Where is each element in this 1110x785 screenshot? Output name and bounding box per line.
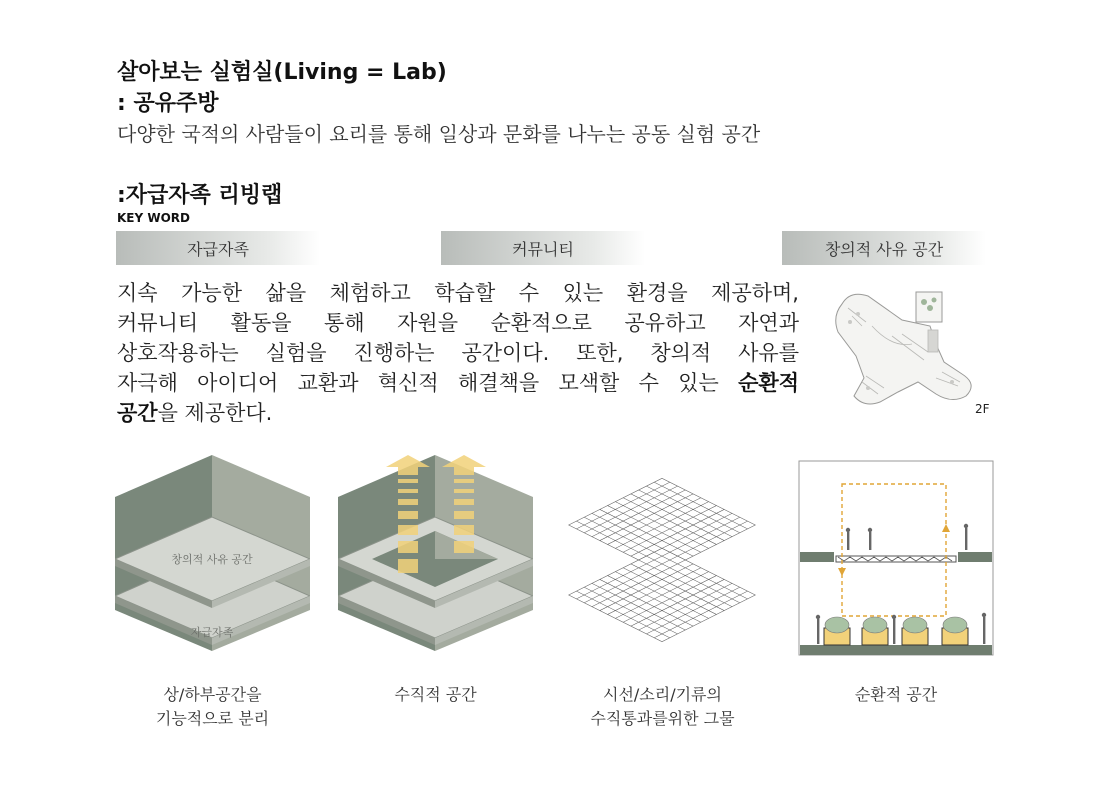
diagram-circulation-section — [798, 460, 994, 656]
body-text: 을 제공한다. — [157, 401, 273, 425]
page-subtitle: : 공유주방 — [117, 91, 219, 116]
section-title: :자급자족 리빙랩 — [117, 183, 283, 208]
page-description: 다양한 국적의 사람들이 요리를 통해 일상과 문화를 나누는 공동 실험 공간 — [117, 122, 761, 146]
body-emphasis: 순환적 — [738, 371, 799, 395]
caption-line: 상/하부공간을 — [163, 685, 262, 704]
caption-line: 순환적 공간 — [854, 685, 938, 704]
keyword-tag: 커뮤니티 — [441, 231, 645, 265]
body-line: 상호작용하는 실험을 진행하는 공간이다. 또한, 창의적 사유를 — [117, 341, 799, 365]
caption-line: 기능적으로 분리 — [155, 709, 270, 728]
lower-space-label: 자급자족 — [190, 626, 234, 639]
diagram-vertical-space — [338, 455, 533, 670]
body-line: 지속 가능한 삶을 체험하고 학습할 수 있는 환경을 제공하며, — [117, 281, 799, 305]
keyword-tag: 자급자족 — [116, 231, 320, 265]
diagram-caption — [338, 683, 533, 707]
caption-line: 수직적 공간 — [394, 685, 477, 704]
floor-plan-drawing — [832, 286, 982, 416]
body-line — [117, 398, 799, 428]
floor-label: 2F — [975, 402, 990, 416]
body-emphasis: 공간 — [117, 401, 158, 425]
diagram-caption — [565, 683, 760, 731]
body-line: 커뮤니티 활동을 통해 자원을 순환적으로 공유하고 자연과 — [117, 311, 799, 335]
upper-space-label: 창의적 사유 공간 — [171, 553, 253, 566]
diagram-caption — [115, 683, 310, 731]
keyword-tag: 창의적 사유 공간 — [782, 231, 986, 265]
body-line — [117, 368, 799, 398]
diagram-caption — [798, 683, 994, 707]
diagram-net — [565, 455, 760, 670]
caption-line: 수직통과를위한 그물 — [590, 709, 735, 728]
body-text: 자극해 아이디어 교환과 혁신적 해결책을 모색할 수 있는 — [117, 371, 739, 395]
caption-line: 시선/소리/기류의 — [603, 685, 722, 704]
page-title: 살아보는 실험실(Living = Lab) — [117, 60, 447, 85]
keyword-label: KEY WORD — [117, 211, 191, 225]
body-paragraph — [117, 278, 799, 428]
diagram-split-space — [115, 455, 310, 670]
